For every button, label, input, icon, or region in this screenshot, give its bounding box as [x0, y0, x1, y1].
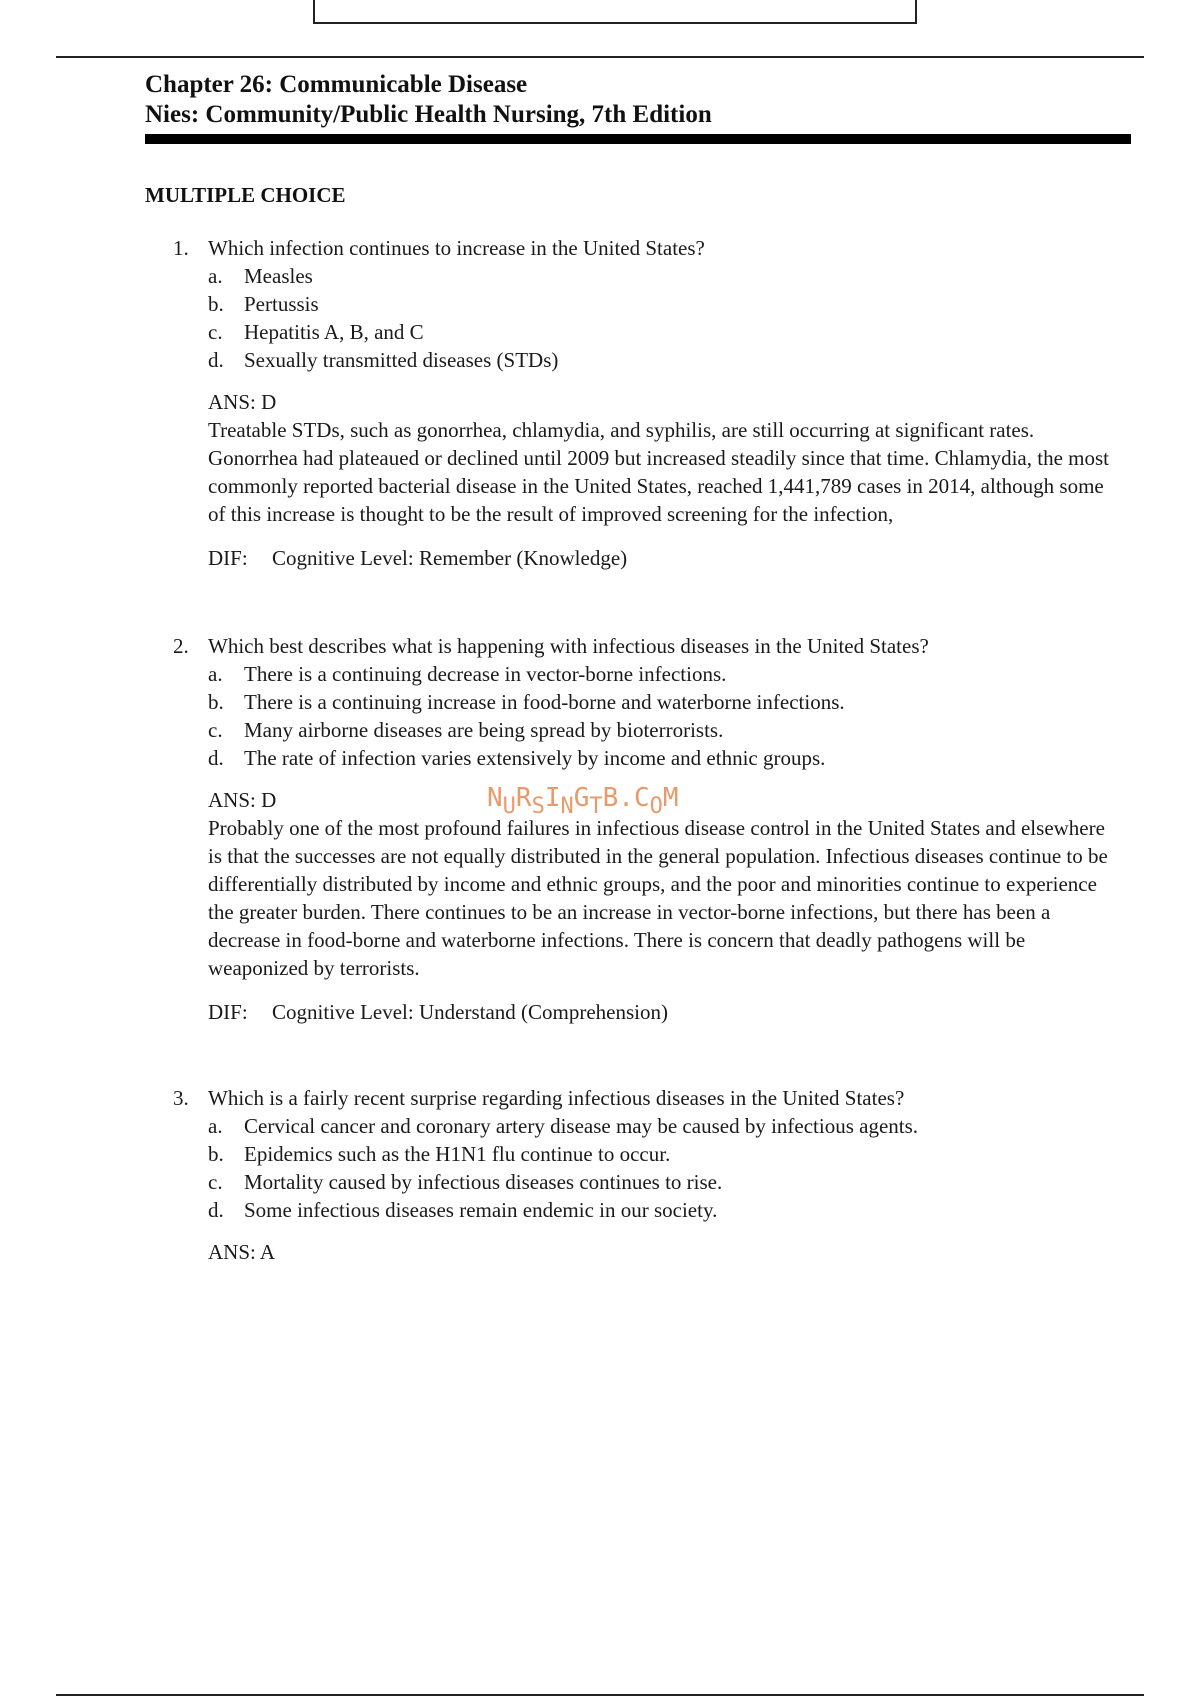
option-d: d. Sexually transmitted diseases (STDs): [208, 348, 559, 372]
top-empty-box: [313, 0, 917, 24]
option-c: c. Many airborne diseases are being spread by bioterrorists.: [208, 718, 724, 742]
difficulty: [208, 544, 1133, 572]
question-1: [173, 234, 1133, 572]
question-2: [173, 632, 1133, 1026]
question-number: 1.: [173, 236, 189, 260]
question-text: Which is a fairly recent surprise regarding infectious diseases in the United States?: [208, 1086, 905, 1110]
answer-key: ANS: D: [208, 390, 277, 414]
question-stem: [173, 1084, 1133, 1112]
option-c: c. Hepatitis A, B, and C: [208, 320, 424, 344]
top-rule: [56, 56, 1144, 58]
answer-block: [208, 1238, 1133, 1266]
difficulty-value: Cognitive Level: Remember (Knowledge): [272, 546, 628, 570]
difficulty-value: Cognitive Level: Understand (Comprehension): [272, 1000, 668, 1024]
answer-block: [208, 388, 1133, 572]
rationale: Treatable STDs, such as gonorrhea, chlamydia, and syphilis, are still occurring at significant rates. Gonorrhea had plateaued or declined until 2009 but increased steadily since that time. Chlamydia, the most commonly reported bacterial disease in the United States, reached 1,441,789 cases in 2014, although some of this increase is thought to be the result of improved screening for the infection,: [208, 418, 1109, 526]
chapter-title: Chapter 26: Communicable Disease: [145, 71, 528, 98]
question-3: [173, 1084, 1133, 1266]
option-a: a. Measles: [208, 264, 313, 288]
option-d: d. Some infectious diseases remain endemic in our society.: [208, 1198, 718, 1222]
option-b: b. Pertussis: [208, 292, 319, 316]
option-b: b. There is a continuing increase in food-borne and waterborne infections.: [208, 690, 845, 714]
answer-options: [208, 1112, 1133, 1224]
question-stem: [173, 632, 1133, 660]
difficulty-label: DIF:: [208, 1000, 248, 1024]
question-number: 2.: [173, 634, 189, 658]
difficulty: [208, 998, 1133, 1026]
bottom-rule: [56, 1694, 1144, 1696]
rationale: Probably one of the most profound failures in infectious disease control in the United States and elsewhere is that the successes are not equally distributed in the general population. Infectious diseases continue to be differentially distributed by income and ethnic groups, and the poor and minorities continue to experience the greater burden. There continues to be an increase in vector-borne infections, but there has been a decrease in food-borne and waterborne infections. There is concern that deadly pathogens will be weaponized by terrorists.: [208, 816, 1108, 980]
book-title: Nies: Community/Public Health Nursing, 7th Edition: [145, 101, 712, 128]
answer-options: [208, 660, 1133, 772]
option-c: c. Mortality caused by infectious diseases continues to rise.: [208, 1170, 723, 1194]
answer-options: [208, 262, 1133, 374]
question-number: 3.: [173, 1086, 189, 1110]
option-d: d. The rate of infection varies extensively by income and ethnic groups.: [208, 746, 826, 770]
answer-key: ANS: D: [208, 788, 277, 812]
answer-key: ANS: A: [208, 1240, 276, 1264]
document-header: [145, 70, 1131, 144]
question-text: Which infection continues to increase in the United States?: [208, 236, 705, 260]
difficulty-label: DIF:: [208, 546, 248, 570]
watermark-logo: $N_UR_SI_NG_TB.C_OM$: [487, 783, 679, 819]
option-b: b. Epidemics such as the H1N1 flu continue to occur.: [208, 1142, 671, 1166]
section-heading: MULTIPLE CHOICE: [145, 183, 346, 207]
answer-block: [208, 786, 1133, 1026]
header-bar: [145, 134, 1131, 144]
question-stem: [173, 234, 1133, 262]
question-text: Which best describes what is happening with infectious diseases in the United States?: [208, 634, 929, 658]
option-a: a. There is a continuing decrease in vector-borne infections.: [208, 662, 727, 686]
option-a: a. Cervical cancer and coronary artery disease may be caused by infectious agents.: [208, 1114, 919, 1138]
